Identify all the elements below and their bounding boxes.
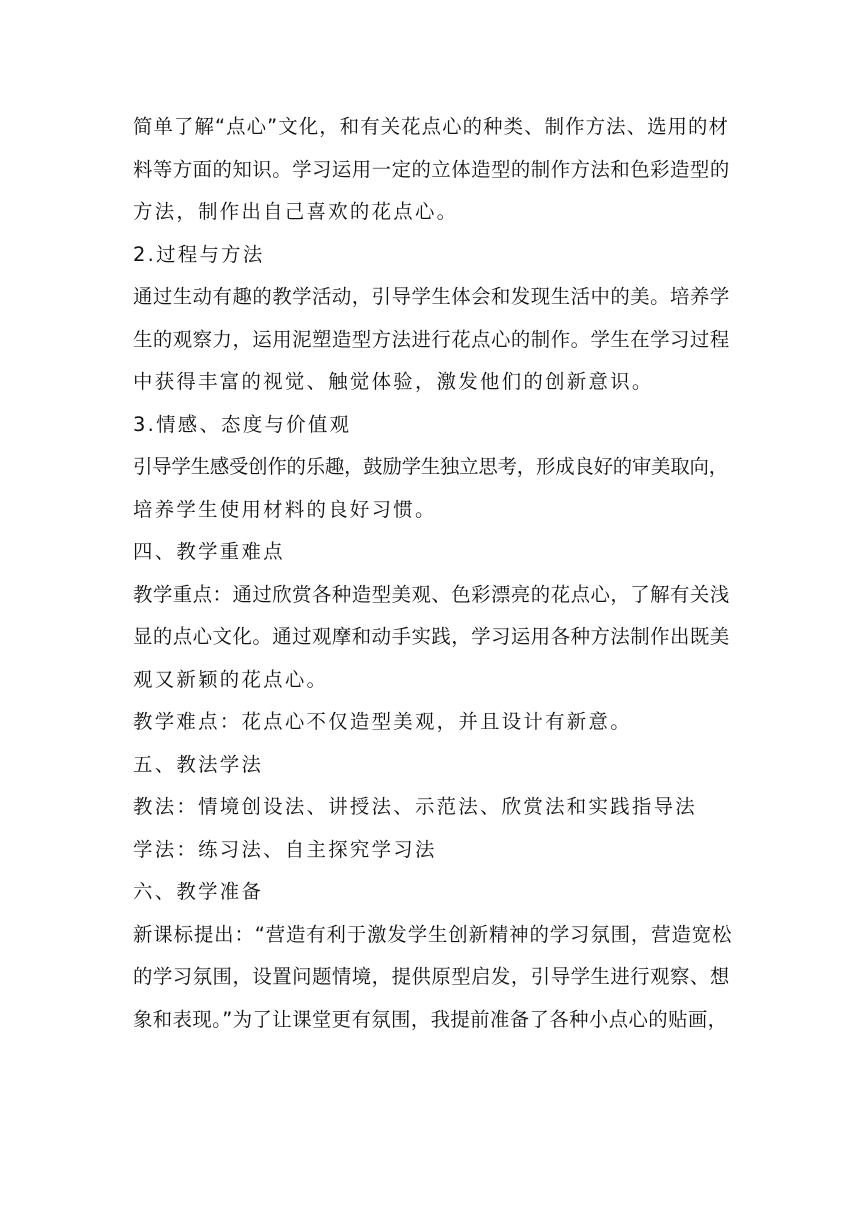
text-line: 生的观察力，运用泥塑造型方法进行花点心的制作。学生在学习过程 bbox=[133, 327, 730, 351]
paragraph-knowledge-goals bbox=[133, 106, 733, 234]
text-line: 中获得丰富的视觉、触觉体验，激发他们的创新意识。 bbox=[133, 370, 654, 393]
text-line: 观又新颖的花点心。 bbox=[133, 667, 329, 691]
text-line: 3.情感、态度与价值观 bbox=[133, 412, 352, 436]
text-line: 简单了解“点心”文化，和有关花点心的种类、制作方法、选用的材 bbox=[133, 115, 730, 138]
paragraph-preparation bbox=[133, 914, 733, 1042]
text-line: 学法：练习法、自主探究学习法 bbox=[133, 837, 437, 861]
document-body bbox=[133, 106, 733, 1041]
text-line: 教法：情境创设法、讲授法、示范法、欣赏法和实践指导法 bbox=[133, 795, 697, 818]
paragraph-emotion-goals bbox=[133, 446, 733, 531]
text-line: 六、教学准备 bbox=[133, 880, 264, 903]
text-line: 四、教学重难点 bbox=[133, 540, 285, 563]
paragraph-teaching-difficulty bbox=[133, 701, 733, 744]
text-line: 料等方面的知识。学习运用一定的立体造型的制作方法和色彩造型的 bbox=[133, 157, 730, 181]
heading-key-difficult-points bbox=[133, 531, 733, 574]
text-line: 方法，制作出自己喜欢的花点心。 bbox=[133, 200, 459, 223]
text-line: 教学难点：花点心不仅造型美观，并且设计有新意。 bbox=[133, 710, 632, 733]
text-line: 培养学生使用材料的良好习惯。 bbox=[133, 497, 437, 521]
heading-emotion-attitude-values bbox=[133, 404, 733, 447]
paragraph-teaching-methods bbox=[133, 786, 733, 829]
text-line: 引导学生感受创作的乐趣，鼓励学生独立思考，形成良好的审美取向， bbox=[133, 455, 728, 478]
heading-process-and-method bbox=[133, 234, 733, 277]
text-line: 通过生动有趣的教学活动，引导学生体会和发现生活中的美。培养学 bbox=[133, 285, 730, 308]
text-line: 2.过程与方法 bbox=[133, 242, 265, 266]
text-line: 显的点心文化。通过观摩和动手实践，学习运用各种方法制作出既美 bbox=[133, 625, 730, 648]
text-line: 五、教法学法 bbox=[133, 752, 264, 776]
paragraph-teaching-focus bbox=[133, 574, 733, 702]
heading-teaching-learning-methods bbox=[133, 744, 733, 787]
paragraph-process-goals bbox=[133, 276, 733, 404]
text-line: 的学习氛围，设置问题情境，提供原型启发，引导学生进行观察、想 bbox=[133, 965, 730, 988]
text-line: 象和表现。”为了让课堂更有氛围，我提前准备了各种小点心的贴画， bbox=[133, 1007, 728, 1031]
heading-teaching-preparation bbox=[133, 871, 733, 914]
paragraph-learning-methods bbox=[133, 829, 733, 872]
text-line: 新课标提出：“营造有利于激发学生创新精神的学习氛围，营造宽松 bbox=[133, 922, 733, 946]
text-line: 教学重点：通过欣赏各种造型美观、色彩漂亮的花点心，了解有关浅 bbox=[133, 582, 730, 606]
